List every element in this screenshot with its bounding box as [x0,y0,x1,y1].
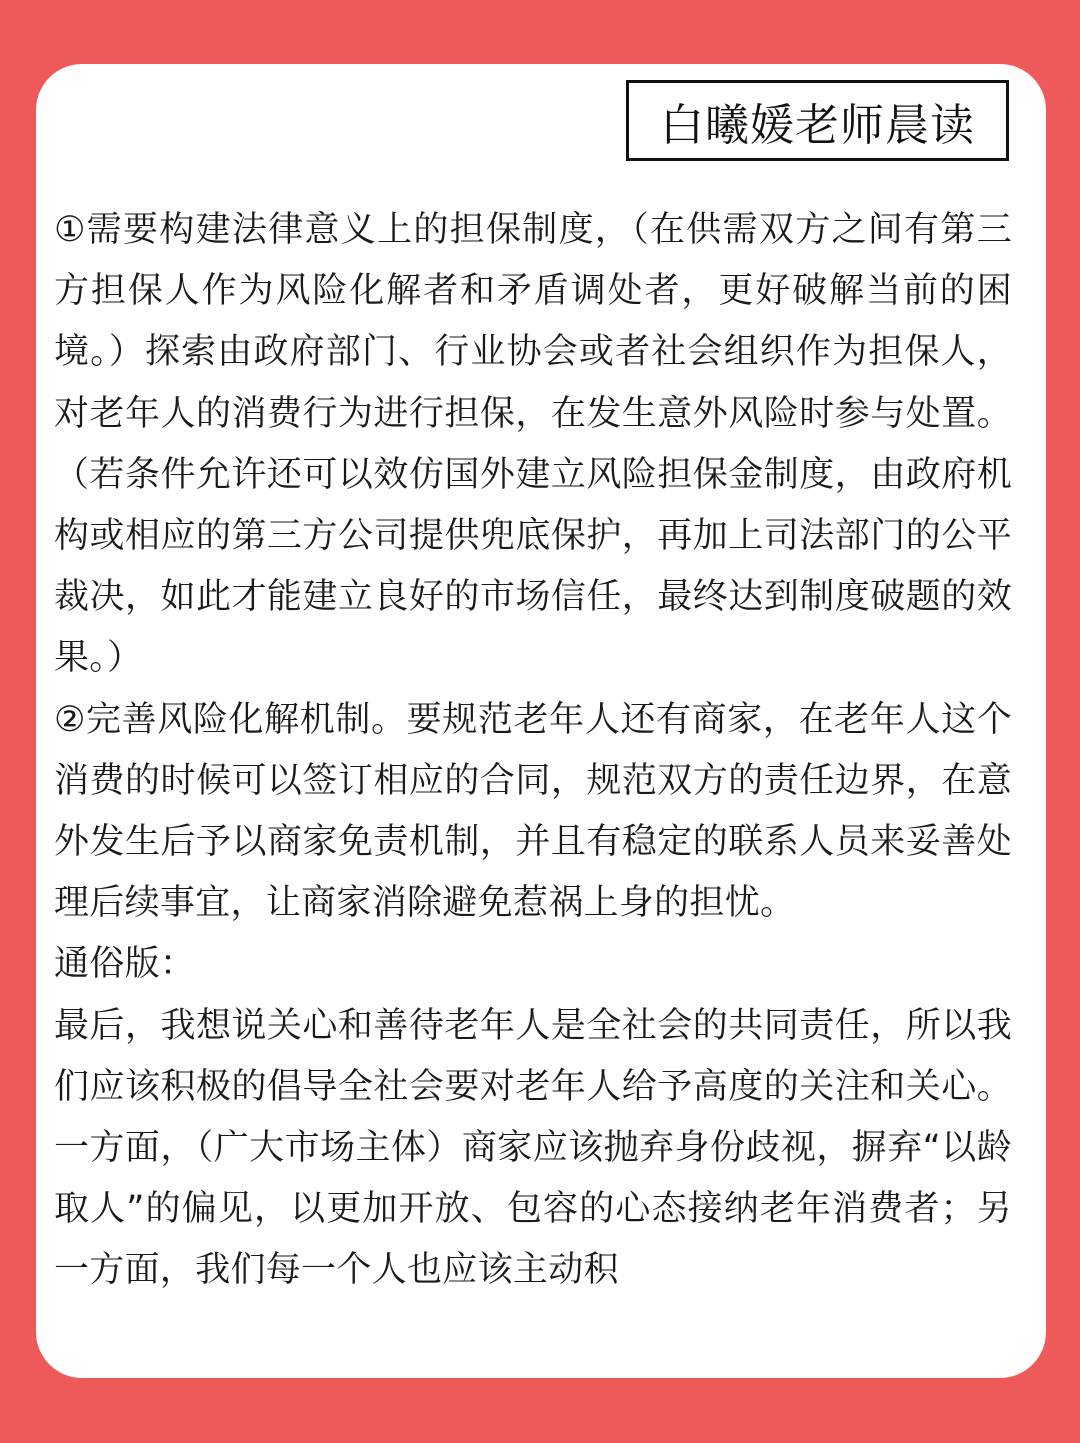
paragraph-popular-version-label: 通俗版： [54,944,196,985]
article-body [54,200,1012,1302]
paragraph-conclusion: 最后，我想说关心和善待老年人是全社会的共同责任，所以我们应该积极的倡导全社会要对老年人给予高度的关注和关心。一方面，（广大市场主体）商家应该抛弃身份歧视，摒弃“以龄取人”的偏见，以更加开放、包容的心态接纳老年消费者；另一方面，我们每一个人也应该主动积 [54,1005,1012,1291]
paragraph-risk-mechanism: ②完善风险化解机制。要规范老年人还有商家，在老年人这个消费的时候可以签订相应的合同，规范双方的责任边界，在意外发生后予以商家免责机制，并且有稳定的联系人员来妥善处理后续事宜，让商家消除避免惹祸上身的担忧。 [54,699,1012,924]
title-box: 白曦媛老师晨读 [626,80,1009,161]
paragraph-guarantee-system: ①需要构建法律意义上的担保制度，（在供需双方之间有第三方担保人作为风险化解者和矛盾调处者，更好破解当前的困境。）探索由政府部门、行业协会或者社会组织作为担保人，对老年人的消费行为进行担保，在发生意外风险时参与处置。（若条件允许还可以效仿国外建立风险担保金制度，由政府机构或相应的第三方公司提供兜底保护，再加上司法部门的公平裁决，如此才能建立良好的市场信任，最终达到制度破题的效果。） [54,210,1012,679]
content-card [36,64,1046,1378]
